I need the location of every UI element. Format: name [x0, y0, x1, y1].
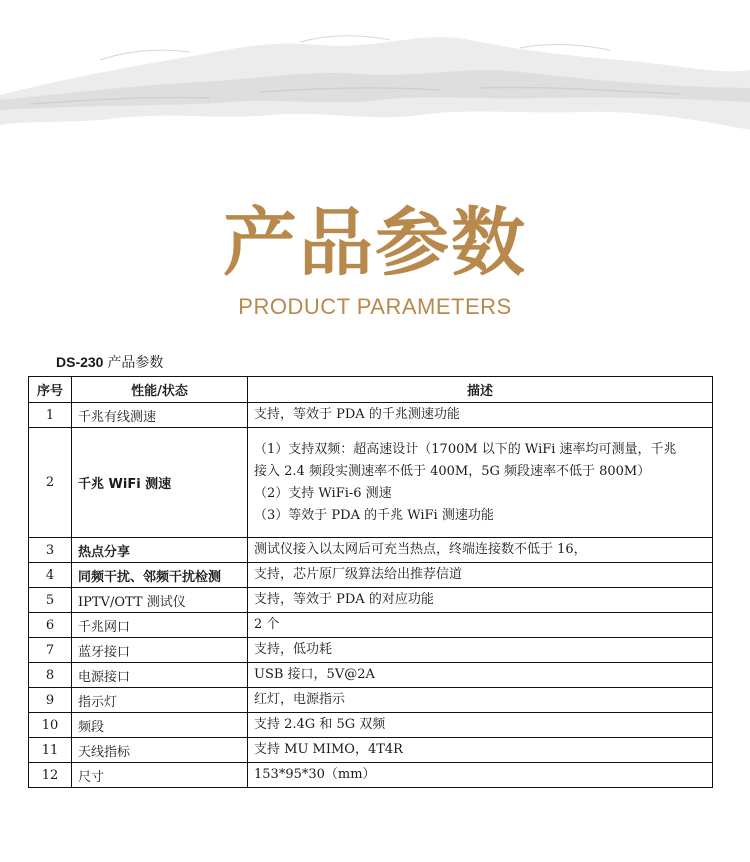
table-row	[29, 738, 713, 763]
row-description	[248, 688, 713, 713]
row-feature: 千兆网口	[72, 613, 248, 638]
row-number: 11	[29, 738, 72, 763]
row-feature: 电源接口	[72, 663, 248, 688]
row-description	[248, 763, 713, 788]
table-row	[29, 713, 713, 738]
row-number: 10	[29, 713, 72, 738]
row-feature: IPTV/OTT 测试仪	[72, 588, 248, 613]
description-line: 接入 2.4 频段实测速率不低于 400M，5G 频段速率不低于 800M）	[254, 463, 651, 479]
row-description	[248, 638, 713, 663]
row-feature: 千兆 WiFi 测速	[72, 428, 248, 538]
table-row	[29, 613, 713, 638]
description-line: 153*95*30（mm）	[254, 767, 376, 782]
column-header-number: 序号	[29, 377, 72, 403]
table-caption-text: 产品参数	[107, 355, 164, 371]
row-description	[248, 663, 713, 688]
table-row	[29, 538, 713, 563]
column-header-feature: 性能/状态	[72, 377, 248, 403]
table-row	[29, 638, 713, 663]
table-header-row	[29, 377, 713, 403]
description-line: 2 个	[254, 617, 280, 632]
description-line: （2）支持 WiFi-6 测速	[254, 485, 392, 501]
row-feature: 蓝牙接口	[72, 638, 248, 663]
row-feature: 热点分享	[72, 538, 248, 563]
description-line: 支持，低功耗	[254, 642, 333, 657]
table-caption	[56, 352, 163, 373]
row-feature: 尺寸	[72, 763, 248, 788]
row-number: 4	[29, 563, 72, 588]
description-line: 支持 MU MIMO，4T4R	[254, 742, 403, 757]
row-description	[248, 588, 713, 613]
row-description	[248, 403, 713, 428]
row-feature: 指示灯	[72, 688, 248, 713]
description-line: 测试仪接入以太网后可充当热点，终端连接数不低于 16，	[254, 542, 587, 557]
description-line: USB 接口，5V@2A	[254, 667, 375, 682]
description-line: 支持 2.4G 和 5G 双频	[254, 717, 386, 732]
row-number: 6	[29, 613, 72, 638]
row-description	[248, 613, 713, 638]
row-feature: 天线指标	[72, 738, 248, 763]
row-number: 12	[29, 763, 72, 788]
row-number: 1	[29, 403, 72, 428]
page-title: 产品参数	[223, 200, 527, 286]
page-subtitle: PRODUCT PARAMETERS	[238, 294, 512, 319]
table-row	[29, 403, 713, 428]
description-line: （3）等效于 PDA 的千兆 WiFi 测速功能	[254, 507, 494, 523]
row-feature: 频段	[72, 713, 248, 738]
row-number: 9	[29, 688, 72, 713]
row-description	[248, 738, 713, 763]
row-number: 5	[29, 588, 72, 613]
table-row	[29, 688, 713, 713]
row-number: 3	[29, 538, 72, 563]
ink-wash-banner	[0, 0, 750, 150]
row-number: 2	[29, 428, 72, 538]
row-description	[248, 563, 713, 588]
row-description	[248, 428, 713, 538]
row-number: 7	[29, 638, 72, 663]
description-line: （1）支持双频：超高速设计（1700M 以下的 WiFi 速率均可测量，千兆	[254, 441, 677, 457]
description-line: 支持，等效于 PDA 的千兆测速功能	[254, 407, 460, 422]
description-line: 支持，芯片原厂级算法给出推荐信道	[254, 567, 463, 582]
description-line: 支持，等效于 PDA 的对应功能	[254, 592, 434, 607]
parameters-table	[28, 376, 713, 788]
row-feature: 千兆有线测速	[72, 403, 248, 428]
row-number: 8	[29, 663, 72, 688]
table-row	[29, 763, 713, 788]
table-row	[29, 663, 713, 688]
table-row	[29, 588, 713, 613]
table-caption-model: DS-230	[56, 354, 104, 370]
row-feature: 同频干扰、邻频干扰检测	[72, 563, 248, 588]
table-row	[29, 428, 713, 538]
description-line: 红灯，电源指示	[254, 692, 346, 707]
row-description	[248, 713, 713, 738]
column-header-description: 描述	[248, 377, 713, 403]
row-description	[248, 538, 713, 563]
table-row	[29, 563, 713, 588]
